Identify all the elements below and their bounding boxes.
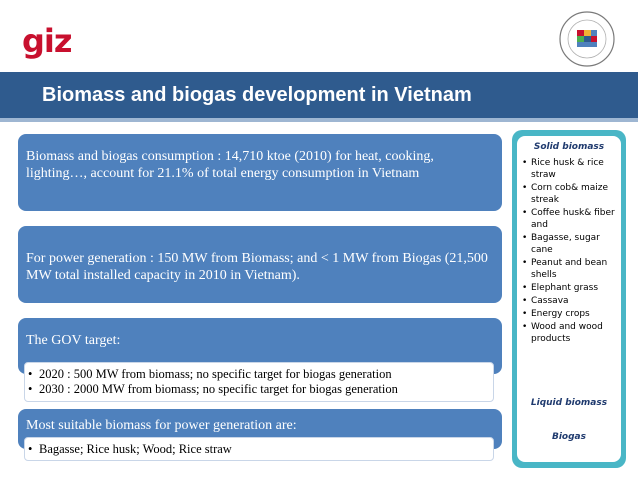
list-item: • Peanut and bean shells <box>521 257 621 281</box>
renewables-emblem-icon <box>558 10 616 68</box>
biogas-title: Biogas <box>551 432 586 442</box>
giz-logo: giz <box>22 22 72 60</box>
solid-biomass-title: Solid biomass <box>533 142 605 152</box>
page-title: Biomass and biogas development in Vietnam <box>42 84 472 106</box>
consumption-text: Biomass and biogas consumption : 14,710 ktoe (2010) for heat, cooking, lighting…, account for 21.1% of total energy consumption in Vietnam <box>26 149 434 181</box>
list-item: • Coffee husk& fiber and <box>521 207 621 231</box>
solid-biomass-list <box>521 157 621 346</box>
consumption-panel <box>18 134 502 211</box>
suitable-biomass-list <box>24 437 494 461</box>
list-item: • Elephant grass <box>521 282 621 294</box>
list-item: • Wood and wood products <box>521 321 621 345</box>
list-item: • Cassava <box>521 295 621 307</box>
power-generation-panel <box>18 226 502 303</box>
suitable-biomass-heading: Most suitable biomass for power generation are: <box>26 418 297 433</box>
list-item: • Rice husk & rice straw <box>521 157 621 181</box>
list-item: • Energy crops <box>521 308 621 320</box>
list-item: • Bagasse; Rice husk; Wood; Rice straw <box>25 442 493 457</box>
power-generation-text: For power generation : 150 MW from Biomass; and < 1 MW from Biogas (21,500 MW total installed capacity in 2010 in Vietnam). <box>26 251 488 283</box>
list-item: • Bagasse, sugar cane <box>521 232 621 256</box>
liquid-biomass-title: Liquid biomass <box>530 398 608 408</box>
gov-target-list <box>24 362 494 402</box>
gov-target-heading: The GOV target: <box>26 333 121 348</box>
list-item: • Corn cob& maize streak <box>521 182 621 206</box>
list-item: • 2030 : 2000 MW from biomass; no specific target for biogas generation <box>25 382 493 397</box>
list-item: • 2020 : 500 MW from biomass; no specific target for biogas generation <box>25 367 493 382</box>
